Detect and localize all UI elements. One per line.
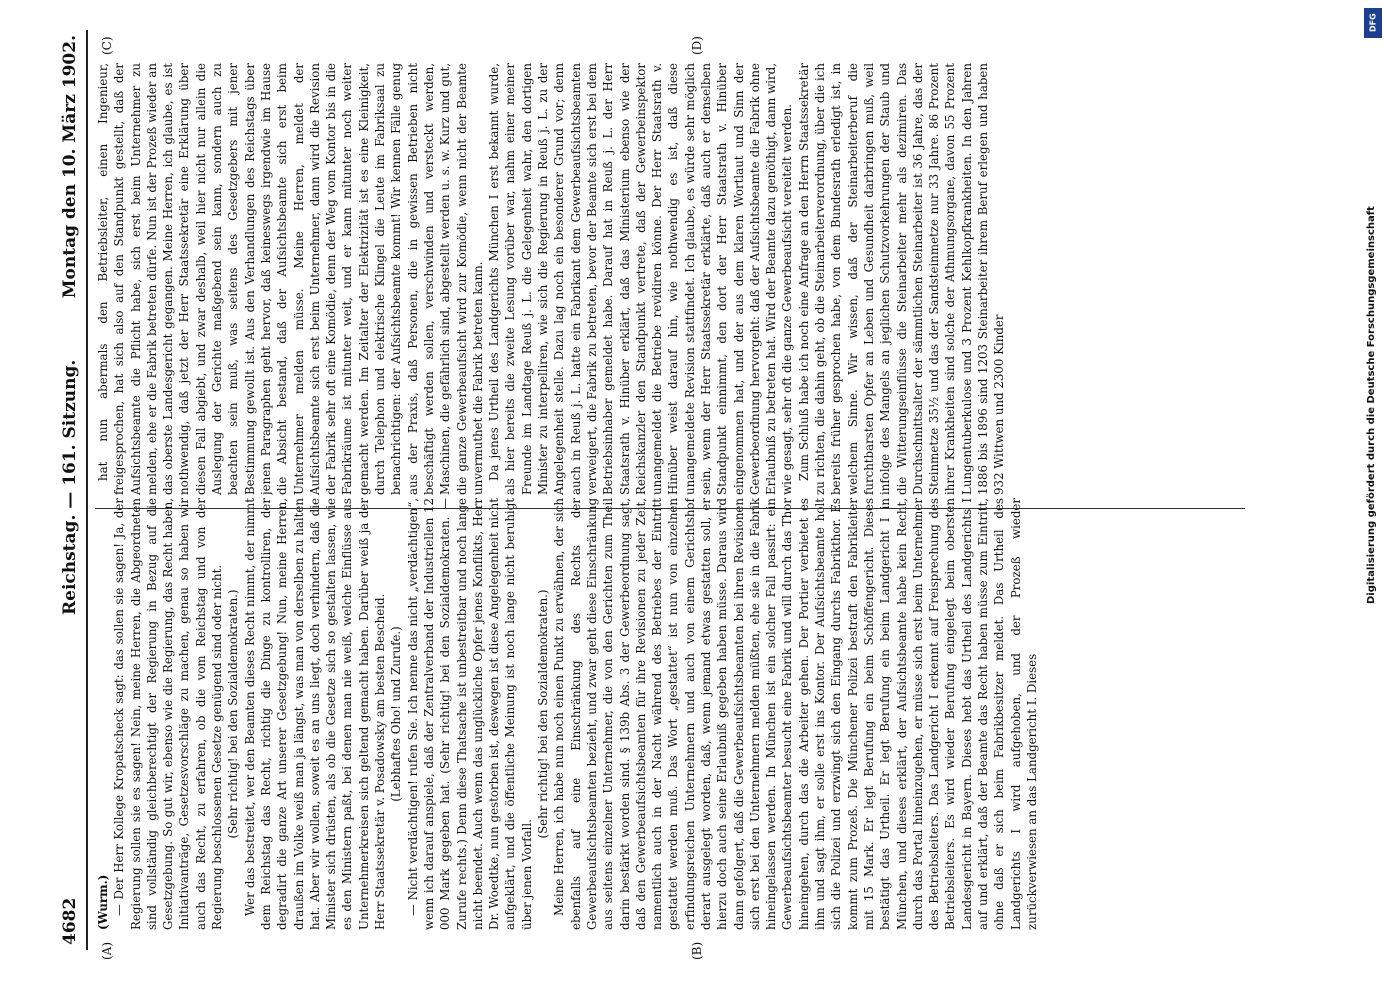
left-column (95, 498, 1245, 930)
dfg-logo: DFG (1364, 8, 1382, 38)
interjection: (Sehr richtig! bei den Sozialdemokraten.) (226, 589, 241, 839)
session-title: Reichstag. — 161. Sitzung. (60, 359, 80, 615)
paragraph: — Der Herr Kollege Kropatscheck sagt: das sollen sie sagen! Ja, der Regierung sollen sie es sagen! Nein, meine Herren, die Abgeordneten sind vollständig gleichberechtigt der Regierung in Bezug auf die Gesetzgebung. So gut wir, ebenso wie die Regierung, das Recht haben, Initiativanträge, Gesetzesvorschläge zu machen, genau so haben wir auch das Recht, zu erfahren, ob die vom Reichstag und von der Regierung beschlossenen Gesetze genügend sind oder nicht. (112, 498, 225, 930)
paragraph: Zum Schluß habe ich noch eine Anfrage an den Herrn Staatssekretär zu richten, die dahin geht, ob die Steinarbeiterverordnung, über die ich bereits früher gesprochen habe, von dem Bundesrath erledigt ist, in welchem Sinne. Wir wissen, daß der Steinarbeiterberuf die furchtbarsten Opfer an Leben und Gesundheit darbringen muß, weil infolge des Mangels an jeglichen Schutzvorkehrungen der Staub und die Witterungseinflüsse die Steinarbeiter mehr als dezimiren. Das Durchschnittsalter der sämmtlichen Steinarbeiter ist 36 Jahre, das der Steinmetze 35½ und das der Sandsteinmetze nur 33 Jahre. 86 Prozent ihrer Krankheiten sind solche der Athmungsorgane, davon 55 Prozent Lungentuberkulose und 3 Prozent Kehlkopfkrankheiten. In den Jahren 1886 bis 1896 sind 1203 Steinarbeiter ihrem Beruf erlegen und haben 932 Wittwen und 2300 Kinder (796, 63, 1007, 495)
page-number: 4682 (60, 897, 80, 945)
session-date: Montag den 10. März 1902. (60, 35, 80, 299)
speaker-label: (Wurm.) (96, 874, 110, 930)
margin-marker-a: (A) (100, 941, 114, 960)
header-rule (86, 30, 88, 950)
margin-marker-d: (D) (690, 36, 704, 55)
paragraph: Wer das bestreitet, wer den Beamten dieses Recht nimmt, der nimmt dem Reichstag das Recht, richtig die Dinge zu kontrolliren, der degradirt die ganze Art unserer Gesetzgebung! Nun, meine Herren, draußen im Volke weiß man ja längst, was man von derselben zu halten hat. Aber wir wollen, soweit es an uns liegt, doch verhindern, daß die Minister sich drüsten, als ob die Gesetze sich so gestalten lassen, wie es den Ministern paßt, bei denen man nie weiß, welche Einflüsse aus Unternehmerkreisen sich geltend gemacht haben. Darüber weiß ja der Herr Staatssekretär v. Posadowsky am besten Bescheid. (242, 498, 388, 930)
paragraph: hat nun abermals den Betriebsleiter, einen Ingenieur, freigesprochen, hat sich also auf den Standpunkt gestellt, daß der Aufsichtsbeamte die Pflicht habe, sich erst beim Unternehmer zu melden, ehe er die Fabrik betreten dürfe. Nun ist der Prozeß wieder an das oberste Landesgericht gegangen. Meine Herren, ich glaube, es ist nothwendig, daß jetzt der Herr Staatssekretär eine Erklärung über diesen Fall abgiebt, und zwar deshalb, weil hier nicht nur allein die Auslegung der Gerichte maßgebend sein kann, sondern auch zu beachten sein muß, was seitens des Gesetzgebers mit jener Bestimmung gewollt ist. Aus den Verhandlungen des Reichstags über jenen Paragraphen geht hervor, daß keineswegs irgendwie im Hause die Absicht bestand, daß der Aufsichtsbeamte sich erst beim Unternehmer melden müsse. Meine Herren, meldet der Aufsichtsbeamte sich erst beim Unternehmer, dann wird die Revision der Fabrik sehr oft eine Komödie, denn der Weg vom Kontor bis in die Fabrikräume ist mitunter weit, und er kann mitunter noch weiter gemacht werden. Im Zeitalter der Elektrizität ist es eine Kleinigkeit, durch Telephon und elektrische Klingel die Leute im Fabriksaal zu benachrichtigen: der Aufsichtsbeamte kommt! Wir kennen Fälle genug aus der Praxis, daß Personen, die in gewissen Betrieben nicht beschäftigt werden sollen, verschwinden und versteckt werden, Maschinen, die gefährlich sind, abgestellt werden u. s. w. Kurz und gut, die ganze Gewerbeaufsicht wird zur Komödie, wenn nicht der Beamte unvermuthet die Fabrik betreten kann. (96, 63, 485, 495)
margin-marker-b: (B) (690, 941, 704, 960)
column-rule (95, 508, 1245, 509)
interjection: (Sehr richtig! bei den Sozialdemokraten.) (536, 589, 551, 839)
paragraph: — Nicht verdächtigen! rufen Sie. Ich nenne das nicht „verdächtigen“, wenn ich darauf anspiele, daß der Zentralverband der Industriellen 12 000 Mark gegeben hat. (Sehr richtig! bei den Sozialdemokraten. — Zurufe rechts.) Denn diese Thatsache ist unbestreitbar und noch lange nicht beendet. Auch wenn das unglückliche Opfer jenes Konflikts, Herr Dr. Woedtke, nun gestorben ist, deswegen ist diese Angelegenheit nicht aufgeklärt, und die öffentliche Meinung ist noch lange nicht beruhigt über jenen Vorfall. (405, 498, 534, 930)
paragraph: Da jenes Urtheil des Landgerichts München I erst bekannt wurde, als hier bereits die zweite Lesung vorüber war, nahm einer meiner Freunde im Landtage Reuß j. L. die Gelegenheit wahr, den dortigen Minister zu interpelliren, wie sich die Regierung in Reuß j. L. zu der Angelegenheit stelle. Dazu lag noch ein besonderer Grund vor; denn auch in Reuß j. L. hatte ein Fabrikant dem Gewerbeaufsichtsbeamten verweigert, die Fabrik zu betreten, bevor der Beamte sich erst bei dem Betriebsinhaber gemeldet habe. Darauf hat in Reuß j. L. der Herr Staatsrath v. Hinüber erklärt, daß das Ministerium ebenso wie der Reichskanzler den Standpunkt vertrete, daß der Gewerbeinspektor unangemeldet die Betriebe revidiren könne. Der Herr Staatsrath v. Hinüber weist darauf hin, wie nothwendig es ist, daß diese unangemeldete Revision stattfindet. Ich glaube, es würde sehr möglich sein, wenn der Herr Staatssekretär erklärte, daß auch er denselben Standpunkt einnimmt, den dort der Herr Staatsrath v. Hinüber eingenommen hat, und der aus dem klaren Wortlaut und Sinn der Gewerbeordnung hervorgeht: daß der Aufsichtsbeamte die Fabrik ohne Erlaubniß zu betreten hat. Wird der Beamte dazu genöthigt, dann wird, wie gesagt, sehr oft die ganze Gewerbeaufsicht vereitelt werden. (487, 63, 795, 495)
page-header (60, 35, 82, 945)
margin-marker-c: (C) (100, 36, 114, 55)
right-column (95, 63, 1245, 495)
digitization-note: Digitalisierung gefördert durch die Deutsche Forschungsgemeinschaft (1366, 206, 1377, 604)
paragraph: Meine Herren, ich habe nun noch einen Punkt zu erwähnen, der sich ebenfalls auf eine Einschränkung des Rechts der Gewerbeaufsichtsbeamten bezieht, und zwar geht diese Einschränkung aus seitens einzelner Unternehmer, die von den Gerichten zum Theil darin bestärkt worden sind. § 139b Abs. 3 der Gewerbeordnung sagt, daß den Gewerbeaufsichtsbeamten für ihre Revisionen zu jeder Zeit, namentlich auch in der Nacht während des Betriebes der Eintritt gestattet werden muß. Das Wort „gestattet“ ist nun von einzelnen erfindungsreichen Unternehmern und auch von einem Gerichtshof derart ausgelegt worden, daß, wenn jemand etwas gestatten soll, er hierzu doch auch seine Erlaubniß gegeben haben müsse. Daraus wird dann gefolgert, daß die Gewerbeaufsichtsbeamten bei ihren Revisionen sich erst bei den Unternehmern melden müßten, ehe sie in die Fabrik hineingelassen werden. In München ist ein solcher Fall passirt: ein Gewerbeaufsichtsbeamter besucht eine Fabrik und will durch das Thor hineingehen, durch das die Arbeiter gehen. Der Portier verbietet es ihm und sagt ihm, er solle erst ins Kontor. Der Aufsichtsbeamte holt sich die Polizei und erzwingt sich den Eingang durchs Fabrikthor. Es kommt zum Prozeß. Die Münchener Polizei bestraft den Fabrikleiter mit 15 Mark. Er legt Berufung ein beim Schöffengericht. Dieses bestätigt das Urtheil. Er legt Berufung ein beim Landgericht I in München, und dieses erklärt, der Aufsichtsbeamte habe kein Recht, durch das Portal hineinzugehen, er müsse sich erst beim Unternehmer des Betriebsleiters. Das Landgericht I erkennt auf Freisprechung des Betriebsleiters. Es wird wieder Berufung eingelegt beim obersten Landesgericht in Bayern. Dieses hebt das Urtheil des Landgerichts I auf und erklärt, daß der Beamte das Recht haben müsse zum Eintritt, ohne daß er sich beim Fabrikbesitzer meldet. Das Urtheil des Landgerichts I wird aufgehoben, und der Prozeß wieder zurückverwiesen an das Landgericht I. Dieses (552, 498, 1039, 930)
interjection: (Lebhaftes Oho! und Zurufe.) (389, 626, 404, 802)
